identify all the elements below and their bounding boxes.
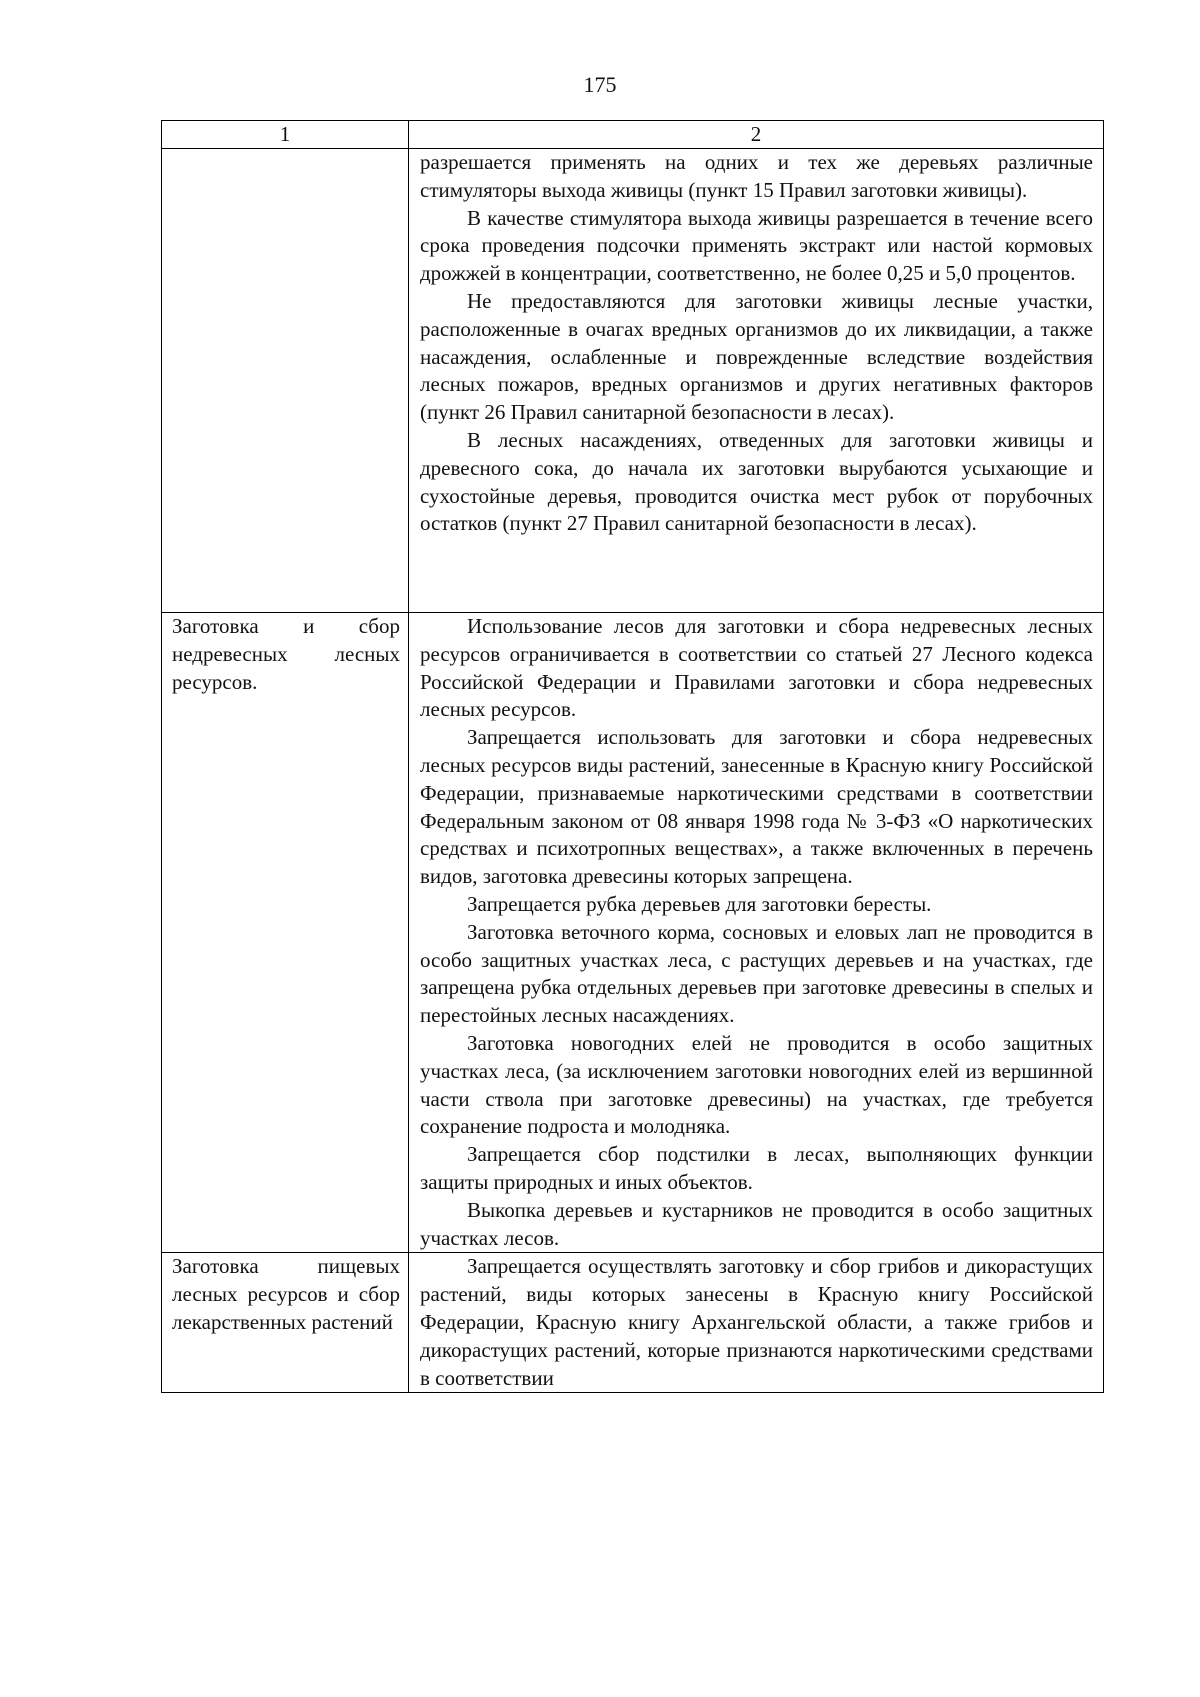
paragraph: Запрещается рубка деревьев для заготовки бересты. (467, 891, 932, 916)
table-row (162, 1253, 1104, 1393)
paragraph: В качестве стимулятора выхода живицы разрешается в течение всего срока проведения подсочки применять экстракт или настой кормовых дрожжей в концентрации, соответственно, не более 0,25 и 5,0 процентов. (420, 205, 1093, 286)
page-number: 175 (583, 72, 617, 97)
table-header-row (162, 121, 1104, 149)
paragraph: Использование лесов для заготовки и сбора недревесных лесных ресурсов ограничивается в соответствии со статьей 27 Лесного кодекса Российской Федерации и Правилами заготовки и сбора недревесных лесных ресурсов. (420, 614, 1093, 722)
table-row (162, 613, 1104, 1253)
paragraph: Не предоставляются для заготовки живицы лесные участки, расположенные в очагах вредных организмов до их ликвидации, а также насаждения, ослабленные и поврежденные вследствие воздействия лесных пожаров, вредных организмов и других негативных факторов (пункт 26 Правил санитарной безопасности в лесах). (420, 288, 1093, 425)
requirements-cell (409, 1253, 1104, 1393)
paragraph: Выкопка деревьев и кустарников не проводится в особо защитных участках лесов. (420, 1197, 1093, 1250)
paragraph: Заготовка веточного корма, сосновых и еловых лап не проводится в особо защитных участках леса, с растущих деревьев и на участках, где запрещена рубка отдельных деревьев при заготовке древесины в спелых и перестойных лесных насаждениях. (420, 919, 1093, 1028)
activity-cell (162, 149, 409, 613)
table-row (162, 149, 1104, 613)
paragraph: Заготовка новогодних елей не проводится в особо защитных участках леса, (за исключением заготовки новогодних елей из вершинной части ствола при заготовке древесины) на участках, где требуется сохранение подроста и молодняка. (420, 1030, 1093, 1139)
paragraph: Запрещается осуществлять заготовку и сбор грибов и дикорастущих растений, виды которых занесены в Красную книгу Российской Федерации, Красную книгу Архангельской области, а также грибов и дикорастущих растений, которые признаются наркотическими средствами в соответствии (420, 1254, 1093, 1390)
paragraph: разрешается применять на одних и тех же деревьях различные стимуляторы выхода живицы (пункт 15 Правил заготовки живицы). (420, 150, 1093, 202)
paragraph: В лесных насаждениях, отведенных для заготовки живицы и древесного сока, до начала их заготовки вырубаются усыхающие и сухостойные деревья, проводится очистка мест рубок от порубочных остатков (пункт 27 Правил санитарной безопасности в лесах). (420, 427, 1093, 536)
activity-cell: Заготовка и сбор недревесных лесных ресурсов. (162, 613, 409, 1253)
activity-cell: Заготовка пищевых лесных ресурсов и сбор лекарственных растений (162, 1253, 409, 1393)
column-header-2: 2 (409, 121, 1104, 149)
paragraph: Запрещается сбор подстилки в лесах, выполняющих функции защиты природных и иных объектов. (420, 1142, 1093, 1194)
paragraph: Запрещается использовать для заготовки и сбора недревесных лесных ресурсов виды растений, занесенные в Красную книгу Российской Федерации, признаваемые наркотическими средствами в соответствии Федеральным законом от 08 января 1998 года № 3-ФЗ «О наркотических средствах и психотропных веществах», а также включенных в перечень видов, заготовка древесины которых запрещена. (420, 725, 1093, 889)
column-header-1: 1 (162, 121, 409, 149)
requirements-cell (409, 149, 1104, 613)
requirements-cell (409, 613, 1104, 1253)
restrictions-table (161, 120, 1104, 1393)
